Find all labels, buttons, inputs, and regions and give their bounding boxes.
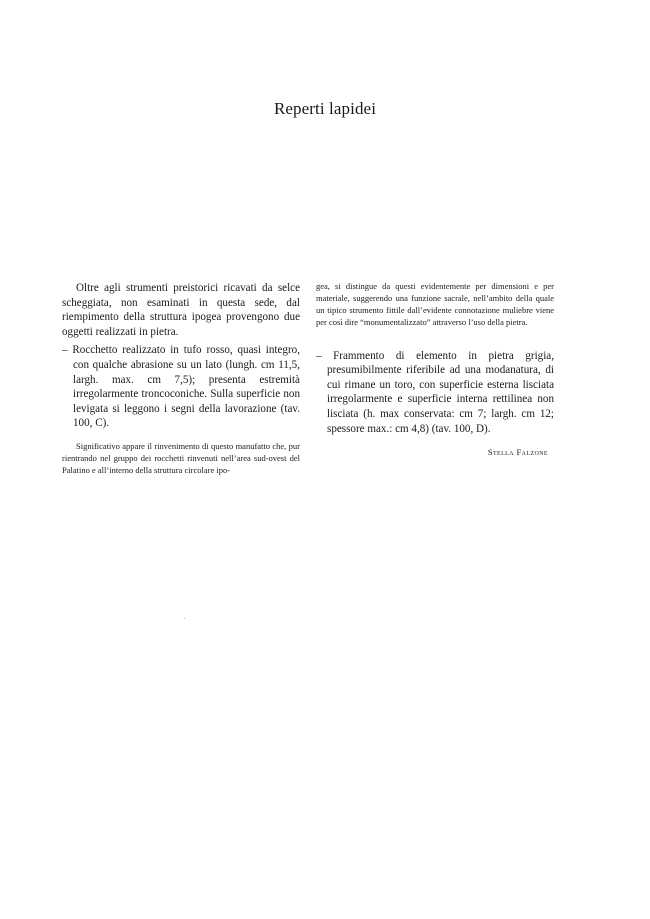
page-title: Reperti lapidei <box>273 99 377 118</box>
item-rocchetto: – Rocchetto realizzato in tufo rosso, quasi integro, con qualche abrasione su un lato (lungh. cm 11,5, largh. max. cm 7,5); presenta estremità irregolarmente troncoconiche. Sulla superficie non levigata si leggono i segni della lavorazione (tav. 100, C). <box>62 344 300 430</box>
note-continuation: gea, si distingue da questi evidentemente per dimensioni e per materiale, suggerendo una funzione sacrale, nell’ambito della quale un tipico strumento fittile dall’evidente connotazione muliebre viene per così dire “monumentalizzato” attraverso l’uso della pietra. <box>316 281 554 327</box>
note-paragraph: Significativo appare il rinvenimento di questo manufatto che, pur rientrando nel gruppo dei rocchetti rinvenuti nell’area sud-ovest del Palatino e all’interno della struttura circolare ipo- <box>62 440 300 475</box>
scan-speck <box>184 618 185 619</box>
item-frammento: – Frammento di elemento in pietra grigia, presumibilmente riferibile ad una modanatura, di cui rimane un toro, con superficie esterna lisciata irregolarmente e superficie interna rettilinea non lisciata (h. max conservata: cm 7; largh. cm 12; spessore max.: cm 4,8) (tav. 100, D). <box>316 349 554 435</box>
left-column <box>62 281 300 477</box>
intro-paragraph: Oltre agli strumenti preistorici ricavati da selce scheggiata, non esaminati in questa sede, dal riempimento della struttura ipogea provengono due oggetti realizzati in pietra. <box>62 282 300 338</box>
author-signature: Stella Falzone <box>487 447 548 458</box>
right-column <box>316 281 554 457</box>
